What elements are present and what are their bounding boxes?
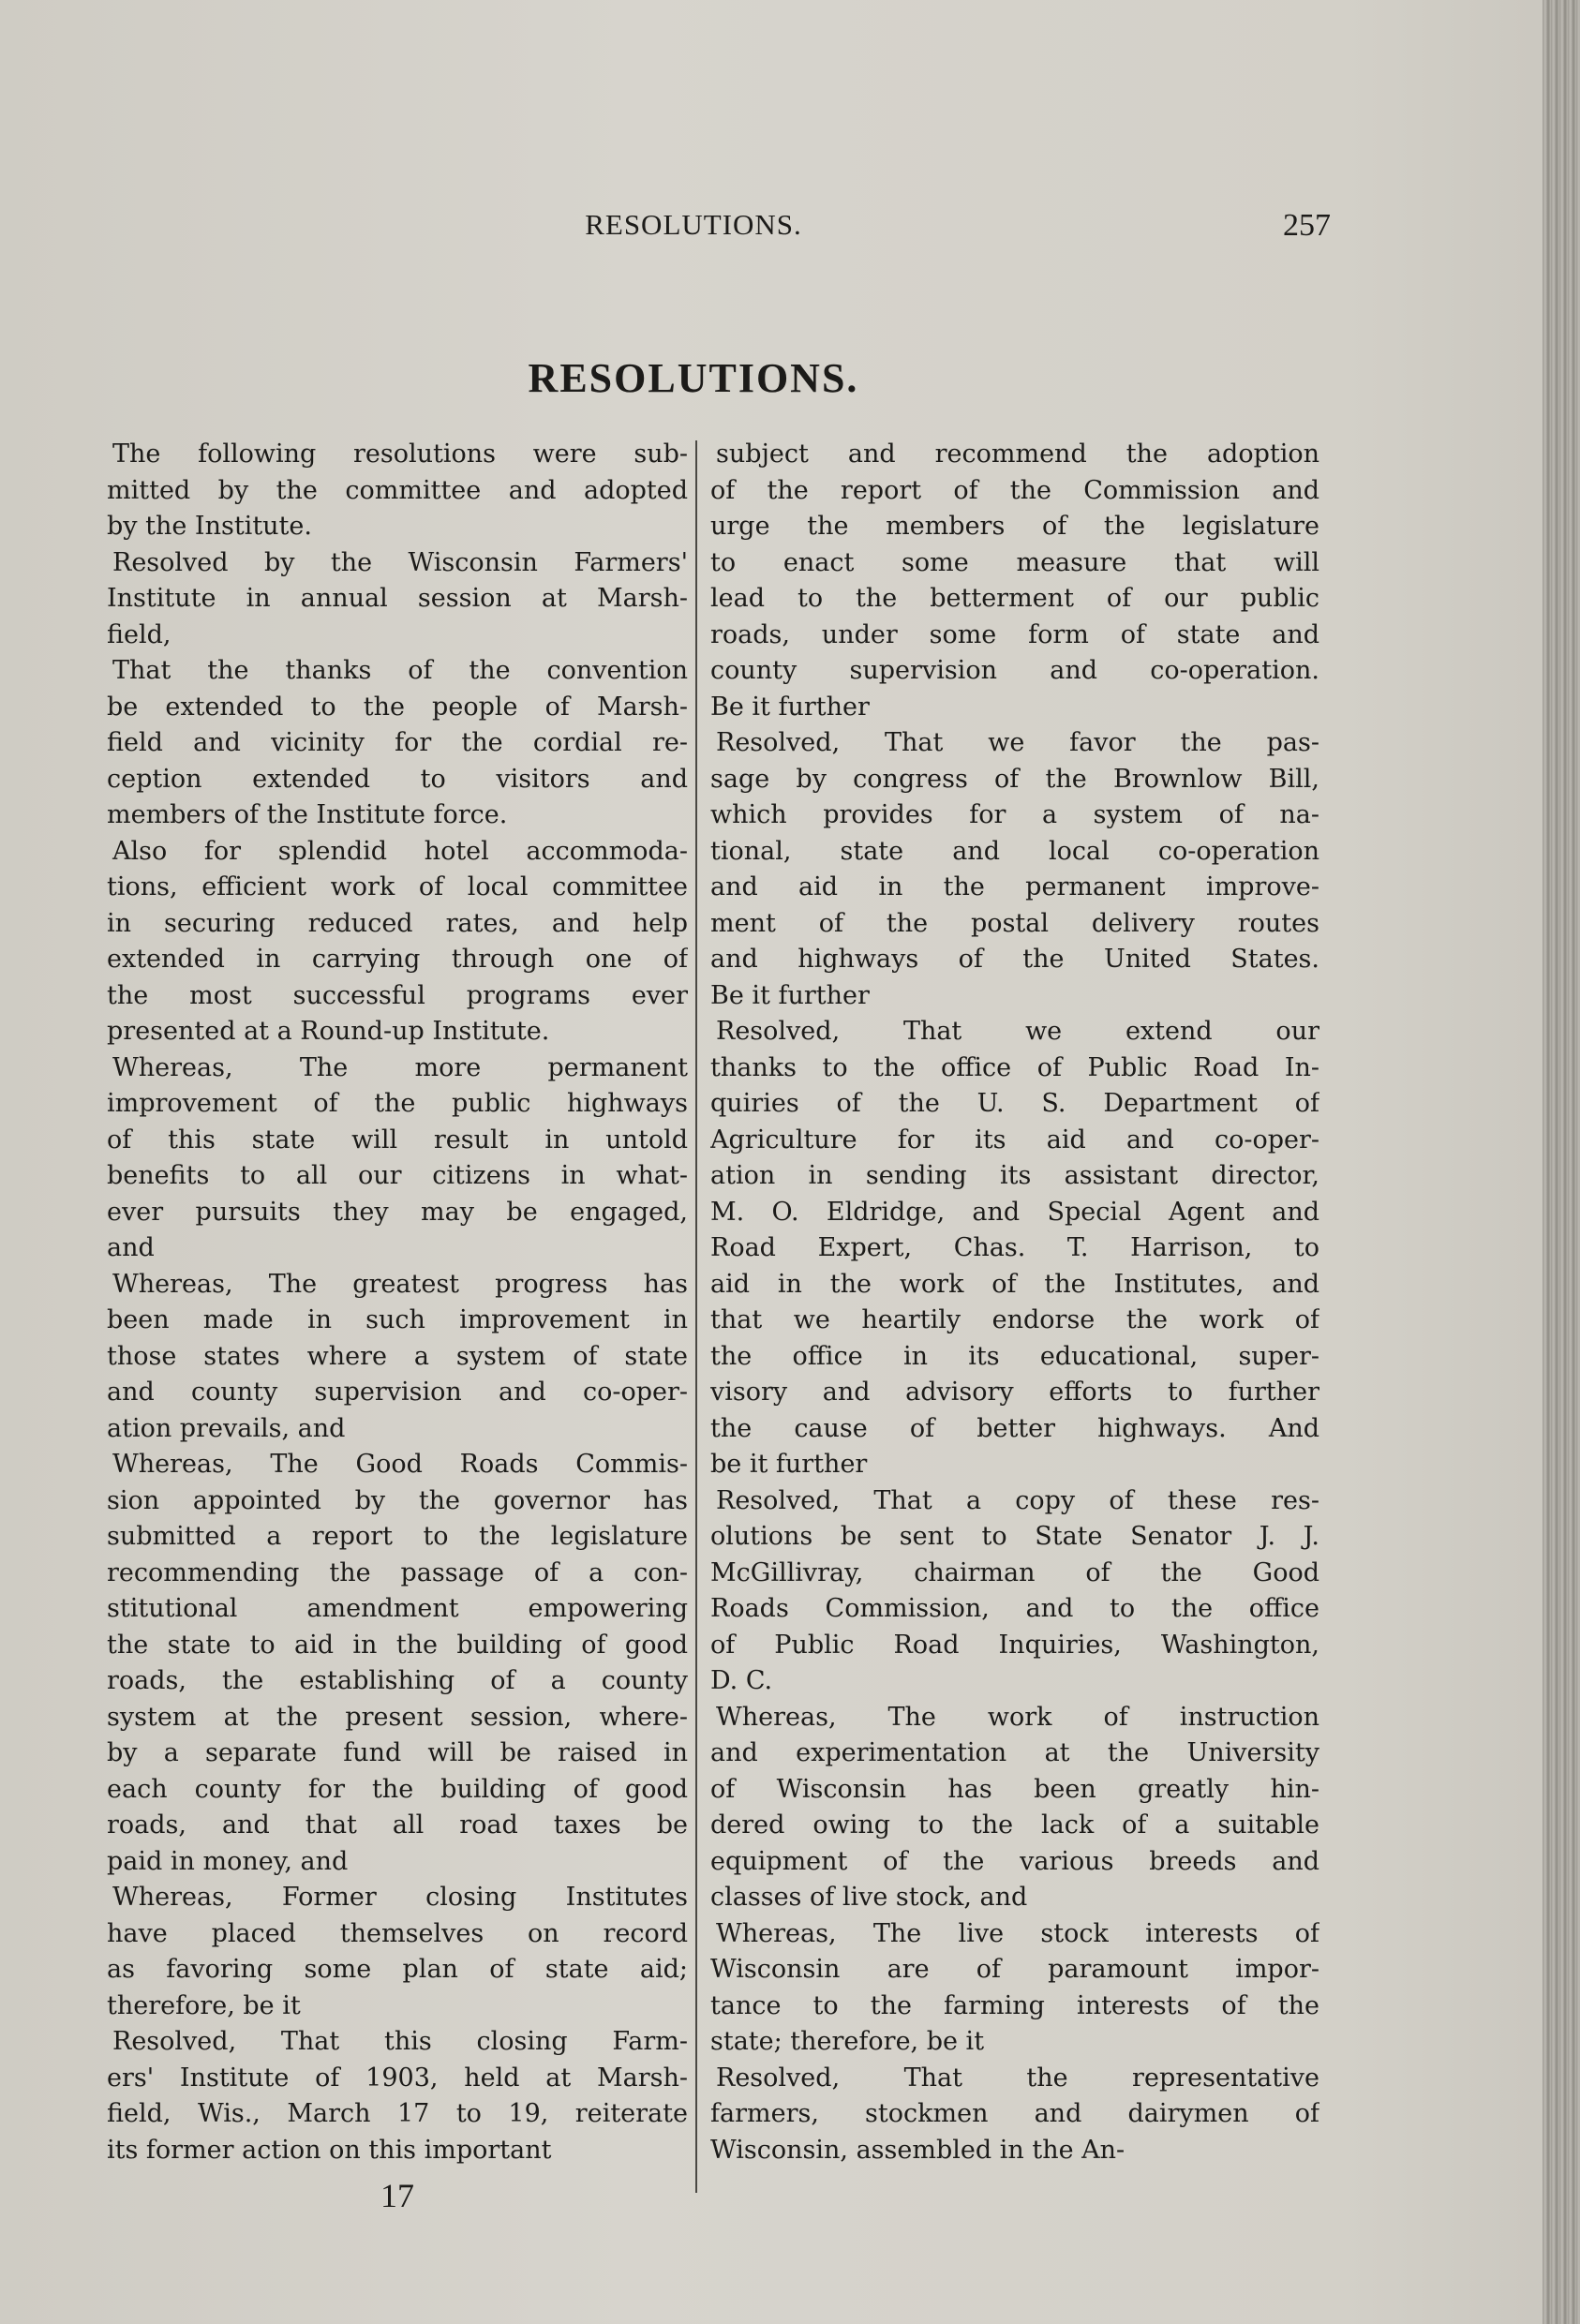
text-line: Whereas, The live stock interests of bbox=[716, 1918, 1319, 1948]
text-line: tional, state and local co-operation bbox=[710, 836, 1319, 866]
text-line: Wisconsin are of paramount impor- bbox=[710, 1955, 1319, 1984]
text-line: the state to aid in the building of good bbox=[107, 1630, 688, 1660]
text-line: mitted by the committee and adopted bbox=[107, 475, 688, 505]
text-line: submitted a report to the legislature bbox=[107, 1522, 688, 1551]
text-line: in securing reduced rates, and help bbox=[107, 908, 688, 938]
text-line: tions, efficient work of local committee bbox=[107, 872, 688, 901]
text-line: county supervision and co-operation. bbox=[710, 656, 1319, 685]
text-line: recommending the passage of a con- bbox=[107, 1557, 688, 1587]
paragraph bbox=[107, 1880, 688, 2024]
text-line: dered owing to the lack of a suitable bbox=[710, 1810, 1319, 1840]
text-line: ation prevails, and bbox=[107, 1413, 346, 1443]
text-line: been made in such improvement in bbox=[107, 1305, 688, 1334]
paragraph bbox=[710, 2061, 1319, 2169]
paragraph bbox=[107, 1447, 688, 1880]
text-line: and highways of the United States. bbox=[710, 945, 1319, 974]
right-text-column bbox=[710, 437, 1319, 2168]
text-line: Also for splendid hotel accommoda- bbox=[112, 836, 688, 866]
text-line: ers' Institute of 1903, held at Marsh- bbox=[107, 2063, 688, 2093]
running-head: RESOLUTIONS. bbox=[585, 208, 802, 241]
text-line: members of the Institute force. bbox=[107, 800, 508, 829]
text-line: visory and advisory efforts to further bbox=[710, 1378, 1319, 1407]
text-line: that we heartily endorse the work of bbox=[710, 1305, 1319, 1334]
column-divider bbox=[695, 440, 697, 2193]
text-line: Whereas, The more permanent bbox=[112, 1052, 688, 1082]
text-line: ever pursuits they may be engaged, bbox=[107, 1197, 688, 1227]
text-line: classes of live stock, and bbox=[710, 1883, 1028, 1912]
text-line: of the report of the Commission and bbox=[710, 475, 1319, 505]
paragraph bbox=[107, 653, 688, 834]
text-line: its former action on this important bbox=[107, 2135, 552, 2165]
text-line: Be it further bbox=[710, 980, 870, 1010]
text-line: paid in money, and bbox=[107, 1846, 349, 1876]
text-line: quiries of the U. S. Department of bbox=[710, 1089, 1319, 1118]
text-line: roads, the establishing of a county bbox=[107, 1666, 688, 1695]
text-line: therefore, be it bbox=[107, 1990, 301, 2020]
text-line: state; therefore, be it bbox=[710, 2027, 985, 2056]
text-line: of Public Road Inquiries, Washington, bbox=[710, 1630, 1319, 1660]
text-line: Whereas, Former closing Institutes bbox=[112, 1883, 688, 1912]
text-line: Resolved, That this closing Farm- bbox=[112, 2027, 688, 2056]
text-line: the office in its educational, super- bbox=[710, 1341, 1319, 1371]
paragraph bbox=[710, 1916, 1319, 2061]
paragraph bbox=[107, 1050, 688, 1267]
text-line: and experimentation at the University bbox=[710, 1738, 1319, 1767]
text-line: aid in the work of the Institutes, and bbox=[710, 1269, 1319, 1299]
text-line: by the Institute. bbox=[107, 512, 312, 541]
text-line: have placed themselves on record bbox=[107, 1918, 688, 1948]
text-line: field, bbox=[107, 619, 171, 649]
page-number: 257 bbox=[1283, 208, 1331, 243]
text-line: those states where a system of state bbox=[107, 1341, 688, 1371]
text-line: field and vicinity for the cordial re- bbox=[107, 728, 688, 757]
text-line: ation in sending its assistant director, bbox=[710, 1161, 1319, 1190]
text-line: which provides for a system of na- bbox=[710, 800, 1319, 829]
text-line: presented at a Round-up Institute. bbox=[107, 1017, 550, 1046]
text-line: tance to the farming interests of the bbox=[710, 1990, 1319, 2020]
text-line: extended in carrying through one of bbox=[107, 945, 688, 974]
text-line: lead to the betterment of our public bbox=[710, 584, 1319, 613]
text-line: to enact some measure that will bbox=[710, 547, 1319, 577]
text-line: the cause of better highways. And bbox=[710, 1413, 1319, 1443]
paragraph bbox=[107, 545, 688, 654]
text-line: Institute in annual session at Marsh- bbox=[107, 584, 688, 613]
paragraph bbox=[107, 834, 688, 1050]
text-line: urge the members of the legislature bbox=[710, 512, 1319, 541]
text-line: of Wisconsin has been greatly hin- bbox=[710, 1774, 1319, 1804]
text-line: and county supervision and co-oper- bbox=[107, 1378, 688, 1407]
text-line: sion appointed by the governor has bbox=[107, 1485, 688, 1515]
text-line: as favoring some plan of state aid; bbox=[107, 1955, 688, 1984]
text-line: roads, under some form of state and bbox=[710, 619, 1319, 649]
text-line: Resolved by the Wisconsin Farmers' bbox=[112, 547, 688, 577]
text-line: by a separate fund will be raised in bbox=[107, 1738, 688, 1767]
paragraph bbox=[107, 1267, 688, 1448]
text-line: and aid in the permanent improve- bbox=[710, 872, 1319, 901]
text-line: and bbox=[107, 1233, 155, 1262]
text-line: Agriculture for its aid and co-oper- bbox=[710, 1125, 1319, 1155]
text-line: Roads Commission, and to the office bbox=[710, 1594, 1319, 1623]
text-line: farmers, stockmen and dairymen of bbox=[710, 2099, 1319, 2128]
text-line: That the thanks of the convention bbox=[112, 656, 688, 685]
left-text-column bbox=[107, 437, 688, 2168]
text-line: Resolved, That a copy of these res- bbox=[716, 1485, 1319, 1515]
text-line: Resolved, That the representative bbox=[716, 2063, 1319, 2093]
text-line: subject and recommend the adoption bbox=[716, 439, 1319, 469]
text-line: improvement of the public highways bbox=[107, 1089, 688, 1118]
text-line: D. C. bbox=[710, 1666, 773, 1695]
text-line: be extended to the people of Marsh- bbox=[107, 692, 688, 722]
text-line: sage by congress of the Brownlow Bill, bbox=[710, 764, 1319, 794]
text-line: field, Wis., March 17 to 19, reiterate bbox=[107, 2099, 688, 2128]
text-line: the most successful programs ever bbox=[107, 980, 688, 1010]
text-line: system at the present session, where- bbox=[107, 1702, 688, 1732]
text-line: roads, and that all road taxes be bbox=[107, 1810, 688, 1840]
text-line: McGillivray, chairman of the Good bbox=[710, 1557, 1319, 1587]
text-line: Whereas, The greatest progress has bbox=[112, 1269, 688, 1299]
text-line: Wisconsin, assembled in the An- bbox=[710, 2135, 1125, 2165]
paragraph bbox=[107, 2024, 688, 2168]
text-line: benefits to all our citizens in what- bbox=[107, 1161, 688, 1190]
paragraph bbox=[710, 1483, 1319, 1700]
text-line: each county for the building of good bbox=[107, 1774, 688, 1804]
book-binding-edge bbox=[1543, 0, 1580, 2324]
text-line: M. O. Eldridge, and Special Agent and bbox=[710, 1197, 1319, 1227]
paragraph bbox=[107, 437, 688, 545]
text-line: The following resolutions were sub- bbox=[112, 439, 688, 469]
paragraph bbox=[710, 437, 1319, 725]
paragraph bbox=[710, 725, 1319, 1014]
text-line: Resolved, That we favor the pas- bbox=[716, 728, 1319, 757]
text-line: ception extended to visitors and bbox=[107, 764, 688, 794]
page-title: RESOLUTIONS. bbox=[528, 355, 859, 401]
text-line: equipment of the various breeds and bbox=[710, 1846, 1319, 1876]
signature-mark: 17 bbox=[380, 2177, 414, 2214]
text-line: thanks to the office of Public Road In- bbox=[710, 1052, 1319, 1082]
text-line: Whereas, The Good Roads Commis- bbox=[112, 1450, 688, 1479]
text-line: olutions be sent to State Senator J. J. bbox=[710, 1522, 1319, 1551]
text-line: ment of the postal delivery routes bbox=[710, 908, 1319, 938]
text-line: be it further bbox=[710, 1450, 868, 1479]
paragraph bbox=[710, 1014, 1319, 1483]
text-line: Be it further bbox=[710, 692, 870, 722]
paragraph bbox=[710, 1700, 1319, 1916]
text-line: Road Expert, Chas. T. Harrison, to bbox=[710, 1233, 1319, 1262]
text-line: Resolved, That we extend our bbox=[716, 1017, 1319, 1046]
text-line: stitutional amendment empowering bbox=[107, 1594, 688, 1623]
text-line: Whereas, The work of instruction bbox=[716, 1702, 1319, 1732]
text-line: of this state will result in untold bbox=[107, 1125, 688, 1155]
